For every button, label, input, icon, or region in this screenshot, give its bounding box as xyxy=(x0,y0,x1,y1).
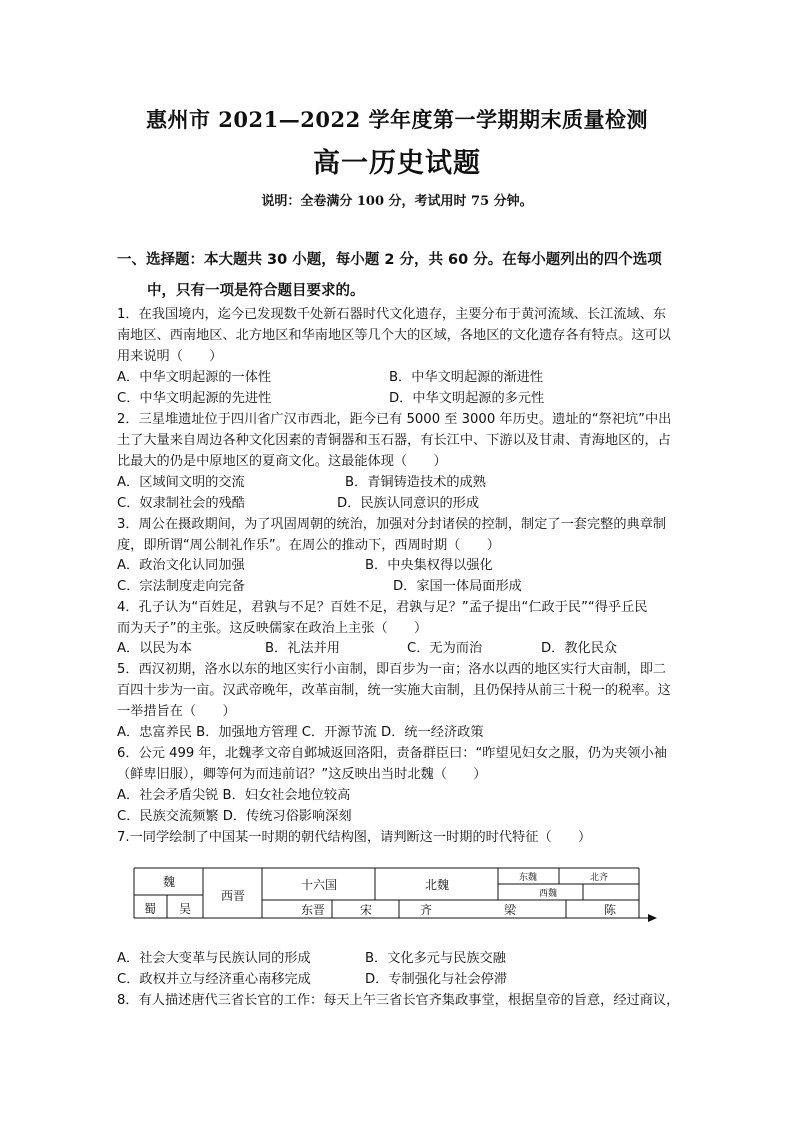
option-c: C．宗法制度走向完备 xyxy=(117,579,245,594)
section-heading-line2: 中，只有一项是符合题目要求的。 xyxy=(147,283,365,299)
diagram-label-qi: 齐 xyxy=(419,903,433,917)
question-line: 1．在我国境内，迄今已发现数千处新石器时代文化遗存，主要分布于黄河流域、长江流域、东 xyxy=(117,307,667,322)
question-line: 比最大的仍是中原地区的夏商文化。这最能体现（ ） xyxy=(117,454,447,469)
question-line: 一举措旨在（ ） xyxy=(117,704,236,719)
question-options-line: A．忠富养民 B．加强地方管理 C．开源节流 D．统一经济政策 xyxy=(117,725,484,740)
option-b: B．礼法并用 xyxy=(265,641,340,656)
diagram-label-beiqi: 北齐 xyxy=(589,873,609,883)
question-options-line: C．民族交流频繁 D．传统习俗影响深刻 xyxy=(117,809,352,824)
diagram-label-dongjin: 东晋 xyxy=(300,903,326,917)
diagram-label-shiliuguo: 十六国 xyxy=(300,878,338,892)
option-c: C．无为而治 xyxy=(407,641,483,656)
question-4-text xyxy=(117,597,707,639)
diagram-label-wei: 魏 xyxy=(162,875,176,889)
question-line: 2．三星堆遗址位于四川省广汉市西北，距今已有 5000 至 3000 年历史。遗址的“祭祀坑”中出 xyxy=(117,412,672,427)
option-a: A．社会大变革与民族认同的形成 xyxy=(117,951,311,966)
question-options-line: A．社会矛盾尖锐 B．妇女社会地位较高 xyxy=(117,788,351,803)
question-line: 3．周公在摄政期间，为了巩固周朝的统治，加强对分封诸侯的控制，制定了一套完整的典章制 xyxy=(117,517,667,532)
option-c: C．奴隶制社会的残酷 xyxy=(117,496,245,511)
option-d: D．专制强化与社会停滞 xyxy=(365,972,508,987)
option-c: C．政权并立与经济重心南移完成 xyxy=(117,972,311,987)
question-4-options xyxy=(117,638,707,659)
exam-title: 惠州市 2021—2022 学年度第一学期期末质量检测 xyxy=(145,107,648,132)
question-2-options-row2 xyxy=(117,493,707,514)
question-1-text xyxy=(117,304,707,367)
exam-note: 说明：全卷满分 100 分，考试用时 75 分钟。 xyxy=(261,194,533,209)
diagram-label-shu: 蜀 xyxy=(143,902,157,916)
option-c: C．中华文明起源的先进性 xyxy=(117,391,272,406)
question-3-text xyxy=(117,514,707,556)
diagram-label-dongwei: 东魏 xyxy=(518,873,538,883)
option-a: A．区域间文明的交流 xyxy=(117,475,245,490)
option-b: B．青铜铸造技术的成熟 xyxy=(345,475,486,490)
question-line: 用来说明（ ） xyxy=(117,349,223,364)
option-d: D．家国一体局面形成 xyxy=(393,579,522,594)
question-line: （鲜卑旧服），卿等何为而违前诏？”这反映出当时北魏（ ） xyxy=(117,767,487,782)
option-d: D．民族认同意识的形成 xyxy=(337,496,480,511)
question-line: 5．西汉初期，洛水以东的地区实行小亩制，即百步为一亩；洛水以西的地区实行大亩制，即二 xyxy=(117,662,667,677)
diagram-label-chen: 陈 xyxy=(603,903,617,917)
question-2-text xyxy=(117,409,707,472)
question-line: 而为天子”的主张。这反映儒家在政治上主张（ ） xyxy=(117,621,428,636)
diagram-label-xijin: 西晋 xyxy=(220,889,246,903)
section-heading-line1: 一、选择题：本大题共 30 小题，每小题 2 分，共 60 分。在每小题列出的四个选项 xyxy=(117,252,662,268)
question-line: 百四十步为一亩。汉武帝晚年，改革亩制，统一实施大亩制，且仍保持从前三十税一的税率。这 xyxy=(117,683,671,698)
question-1-options-row2 xyxy=(117,388,707,409)
question-line: 4．孔子认为“百姓足，君孰与不足？百姓不足，君孰与足？”孟子提出“仁政于民”“得乎丘民 xyxy=(117,600,648,615)
question-7-options-row1 xyxy=(117,948,707,969)
diagram-label-xiwei: 西魏 xyxy=(538,889,558,899)
question-1-options-row1 xyxy=(117,367,707,388)
dynasty-structure-diagram xyxy=(126,866,658,924)
question-6-text xyxy=(117,743,707,827)
diagram-label-wu: 吴 xyxy=(178,902,192,916)
question-line: 南地区、西南地区、北方地区和华南地区等几个大的区域，各地区的文化遗存各有特点。这可以 xyxy=(117,328,671,343)
question-7-options-row2 xyxy=(117,969,707,990)
option-b: B．中央集权得以强化 xyxy=(365,558,493,573)
diagram-label-liang: 梁 xyxy=(503,903,517,917)
diagram-label-beiwei: 北魏 xyxy=(424,878,450,892)
question-line: 6．公元 499 年，北魏孝文帝自邺城返回洛阳，责备群臣曰：“昨望见妇女之服，仍为夹领小袖 xyxy=(117,746,667,761)
option-b: B．中华文明起源的渐进性 xyxy=(389,370,544,385)
option-b: B．文化多元与民族交融 xyxy=(365,951,506,966)
option-a: A．政治文化认同加强 xyxy=(117,558,245,573)
question-5-text xyxy=(117,659,707,743)
question-3-options-row2 xyxy=(117,576,707,597)
option-a: A．中华文明起源的一体性 xyxy=(117,370,272,385)
diagram-label-song: 宋 xyxy=(359,903,373,917)
question-2-options-row1 xyxy=(117,472,707,493)
question-3-options-row1 xyxy=(117,555,707,576)
arrow-head-icon xyxy=(648,914,657,922)
question-7-text: 7.一同学绘制了中国某一时期的朝代结构图，请判断这一时期的时代特征（ ） xyxy=(117,830,592,845)
option-d: D．教化民众 xyxy=(541,641,618,656)
question-8-text: 8．有人描述唐代三省长官的工作：每天上午三省长官齐集政事堂，根据皇帝的旨意，经过商议， xyxy=(117,993,680,1008)
option-a: A．以民为本 xyxy=(117,641,192,656)
exam-subtitle: 高一历史试题 xyxy=(313,148,481,179)
question-line: 土了大量来自周边各种文化因素的青铜器和玉石器，有长江中、下游以及甘肃、青海地区的，占 xyxy=(117,433,671,448)
option-d: D．中华文明起源的多元性 xyxy=(389,391,545,406)
question-line: 度，即所谓“周公制礼作乐”。在周公的推动下，西周时期（ ） xyxy=(117,538,500,553)
